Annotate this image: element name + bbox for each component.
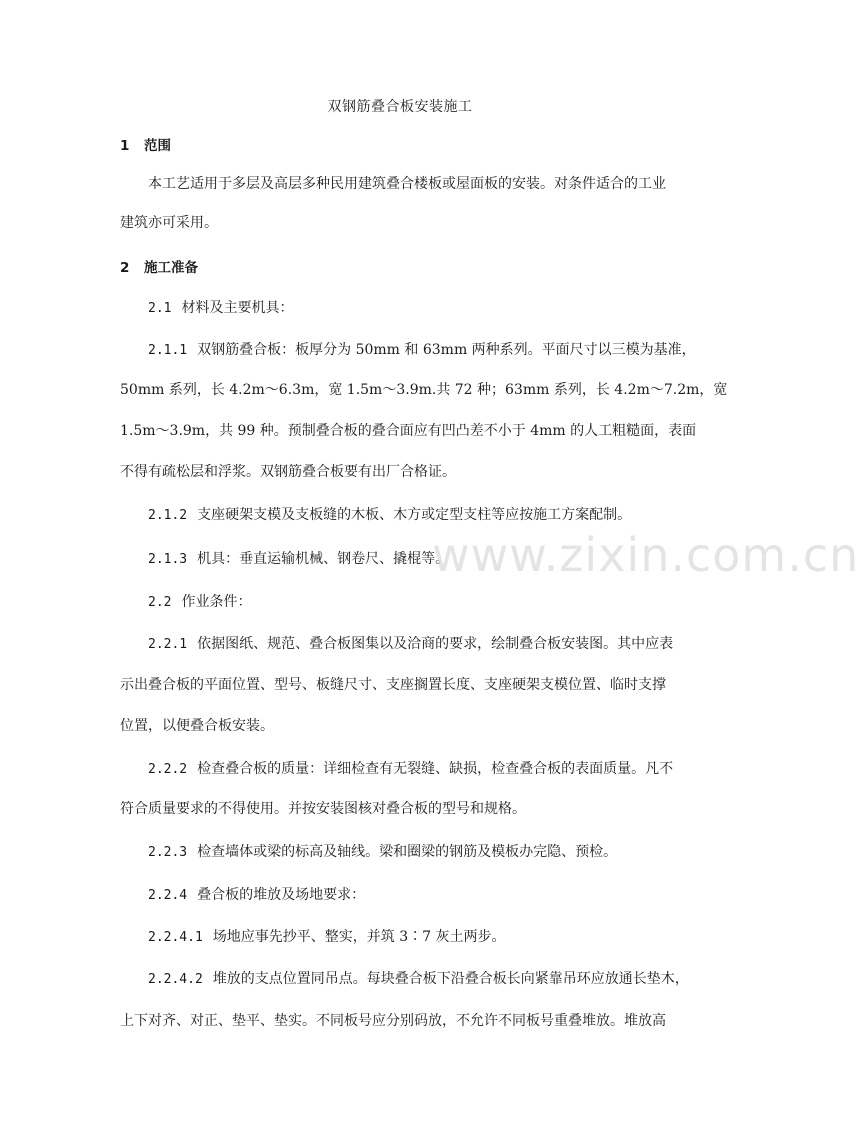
section-heading-1 bbox=[120, 134, 171, 154]
clause-number: 2.2 bbox=[148, 595, 172, 610]
watermark: www.zixin.com.cn bbox=[432, 528, 859, 582]
document-title: 双钢筋叠合板安装施工 bbox=[327, 99, 473, 115]
clause-number: 2.2.3 bbox=[148, 845, 188, 860]
clause-line bbox=[148, 634, 673, 655]
section-heading-2 bbox=[120, 256, 198, 276]
clause-text: 检查叠合板的质量：详细检查有无裂缝、缺损，检查叠合板的表面质量。凡不 bbox=[197, 761, 674, 777]
paragraph-line: 上下对齐、对正、垫平、垫实。不同板号应分别码放，不允许不同板号重叠堆放。堆放高 bbox=[120, 1013, 666, 1029]
section-number: 2 bbox=[120, 260, 130, 276]
clause-line bbox=[148, 759, 673, 780]
clause-line bbox=[148, 298, 293, 319]
clause-line bbox=[148, 885, 365, 906]
clause-line bbox=[148, 549, 449, 570]
clause-text: 依据图纸、规范、叠合板图集以及洽商的要求，绘制叠合板安装图。其中应表 bbox=[197, 636, 674, 652]
section-label: 范围 bbox=[144, 138, 171, 154]
section-number: 1 bbox=[120, 138, 130, 154]
paragraph-line: 位置，以便叠合板安装。 bbox=[120, 718, 274, 734]
clause-text: 检查墙体或梁的标高及轴线。梁和圈梁的钢筋及模板办完隐、预检。 bbox=[197, 844, 618, 860]
paragraph-line: 50mm 系列，长 4.2m～6.3m，宽 1.5m～3.9m.共 72 种；63mm 系列，长 4.2m～7.2m，宽 bbox=[120, 382, 728, 398]
clause-number: 2.2.2 bbox=[148, 762, 188, 777]
clause-number: 2.1.2 bbox=[148, 508, 188, 523]
paragraph-line: 建筑亦可采用。 bbox=[120, 215, 218, 231]
clause-text: 作业条件： bbox=[181, 594, 252, 610]
clause-number: 2.1 bbox=[148, 301, 172, 316]
clause-text: 叠合板的堆放及场地要求： bbox=[197, 887, 366, 903]
clause-line bbox=[148, 592, 251, 613]
clause-number: 2.2.4.1 bbox=[148, 930, 203, 945]
paragraph-line: 1.5m～3.9m，共 99 种。预制叠合板的叠合面应有凹凸差不小于 4mm 的人工粗糙面，表面 bbox=[120, 423, 697, 439]
clause-text: 双钢筋叠合板：板厚分为 50mm 和 63mm 两种系列。平面尺寸以三模为基准， bbox=[197, 342, 696, 358]
clause-text: 材料及主要机具： bbox=[181, 300, 294, 316]
clause-number: 2.2.1 bbox=[148, 637, 188, 652]
clause-text: 机具：垂直运输机械、钢卷尺、撬棍等。 bbox=[197, 551, 450, 567]
paragraph-line: 不得有疏松层和浮浆。双钢筋叠合板要有出厂合格证。 bbox=[120, 464, 456, 480]
clause-line bbox=[148, 505, 631, 526]
clause-number: 2.2.4.2 bbox=[148, 972, 203, 987]
clause-line bbox=[148, 842, 617, 863]
paragraph-line: 符合质量要求的不得使用。并按安装图核对叠合板的型号和规格。 bbox=[120, 801, 526, 817]
clause-text: 堆放的支点位置同吊点。每块叠合板下沿叠合板长向紧靠吊环应放通长垫木， bbox=[212, 971, 689, 987]
clause-number: 2.2.4 bbox=[148, 888, 188, 903]
clause-text: 支座硬架支模及支板缝的木板、木方或定型支柱等应按施工方案配制。 bbox=[197, 507, 632, 523]
section-label: 施工准备 bbox=[144, 260, 198, 276]
clause-text: 场地应事先抄平、整实，并筑 3∶7 灰土两步。 bbox=[212, 929, 506, 945]
paragraph-line: 示出叠合板的平面位置、型号、板缝尺寸、支座搁置长度、支座硬架支模位置、临时支撑 bbox=[120, 677, 666, 693]
clause-line bbox=[148, 927, 506, 948]
clause-number: 2.1.3 bbox=[148, 552, 188, 567]
clause-line bbox=[148, 969, 689, 990]
clause-number: 2.1.1 bbox=[148, 343, 188, 358]
clause-line bbox=[148, 340, 696, 361]
paragraph-line: 本工艺适用于多层及高层多种民用建筑叠合楼板或屋面板的安装。对条件适合的工业 bbox=[148, 176, 666, 192]
